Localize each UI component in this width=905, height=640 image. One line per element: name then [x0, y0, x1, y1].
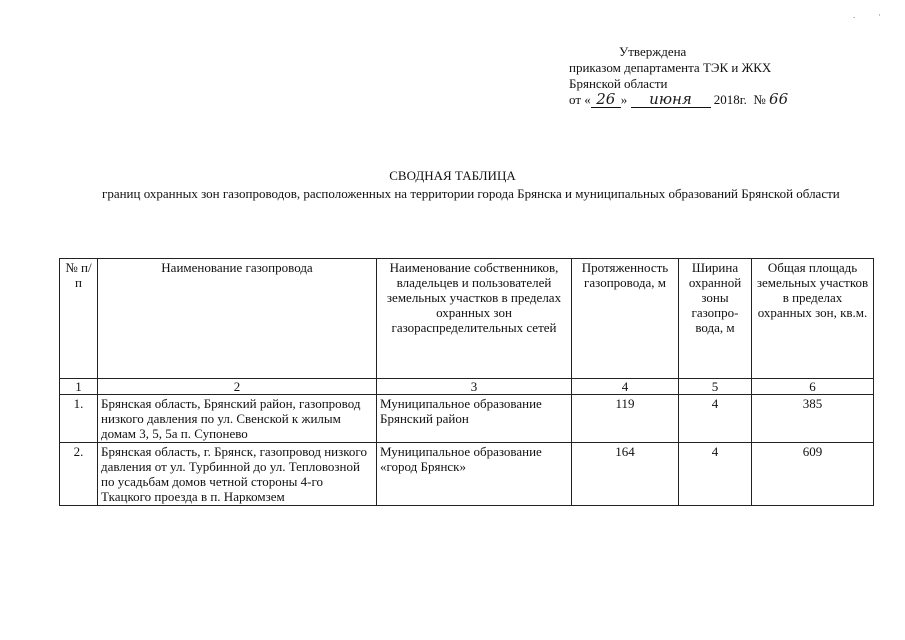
handwritten-month: июня — [631, 92, 711, 108]
approval-title: Утверждена — [619, 44, 687, 59]
column-number: 3 — [377, 379, 572, 395]
pipeline-name: Брянская область, Брянский район, газопровод низкого давления по ул. Свенской к жилым домам 3, 5, 5а п. Супонево — [98, 395, 377, 443]
zone-width: 4 — [679, 443, 752, 506]
header-pipeline-name: Наименование газопровода — [98, 259, 377, 379]
header-length: Протяженность газопровода, м — [572, 259, 679, 379]
zone-width: 4 — [679, 395, 752, 443]
header-row — [60, 259, 874, 379]
handwritten-order-number: 66 — [769, 90, 789, 108]
table-row — [60, 395, 874, 443]
row-number: 2. — [60, 443, 98, 506]
column-number: 4 — [572, 379, 679, 395]
row-number: 1. — [60, 395, 98, 443]
subtitle-text: границ охранных зон газопроводов, расположенных на территории города Брянска и муниципальных образований Брянской области — [102, 186, 840, 201]
pipeline-name: Брянская область, г. Брянск, газопровод низкого давления от ул. Турбинной до ул. Тепловозной по усадьбам домов четной стороны 4-го Ткацкого проезда в п. Наркомзем — [98, 443, 377, 506]
handwritten-day: 26 — [591, 92, 621, 108]
document-title: СВОДНАЯ ТАБЛИЦА — [389, 168, 516, 183]
approval-order-line: приказом департамента ТЭК и ЖКХ — [569, 60, 772, 75]
column-number-row — [60, 379, 874, 395]
date-prefix: от « — [569, 92, 591, 107]
total-area: 385 — [752, 395, 874, 443]
header-zone-width: Ширина охранной зоны газопро-вода, м — [679, 259, 752, 379]
header-owners: Наименование собственников, владельцев и пользователей земельных участков в пределах охранных зон газораспределительных сетей — [377, 259, 572, 379]
date-quote-close: » — [620, 92, 628, 107]
scan-speck: · — [878, 10, 881, 20]
owner-name: Муниципальное образование Брянский район — [377, 395, 572, 443]
table-row — [60, 443, 874, 506]
header-total-area: Общая площадь земельных участков в пределах охранных зон, кв.м. — [752, 259, 874, 379]
approval-block — [569, 44, 869, 108]
scan-speck: . — [853, 10, 856, 20]
column-number: 5 — [679, 379, 752, 395]
approval-date-line — [569, 92, 869, 108]
column-number: 2 — [98, 379, 377, 395]
pipeline-length: 164 — [572, 443, 679, 506]
column-number: 1 — [60, 379, 98, 395]
summary-table — [59, 258, 874, 506]
header-num: № п/п — [60, 259, 98, 379]
document-subtitle — [62, 186, 897, 202]
approval-region-line: Брянской области — [569, 76, 668, 91]
pipeline-length: 119 — [572, 395, 679, 443]
number-sign: № — [753, 92, 766, 107]
total-area: 609 — [752, 443, 874, 506]
column-number: 6 — [752, 379, 874, 395]
owner-name: Муниципальное образование «город Брянск» — [377, 443, 572, 506]
date-year: 2018г. — [713, 92, 747, 107]
